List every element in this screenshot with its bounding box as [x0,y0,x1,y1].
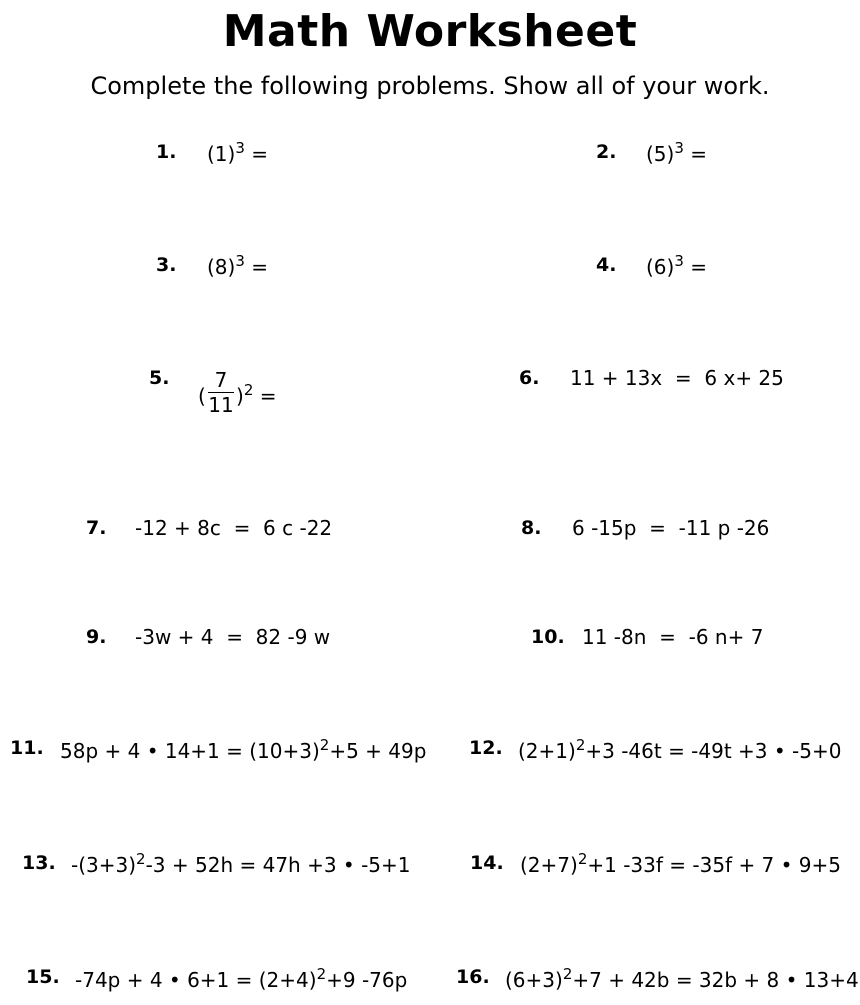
problem-number: 7. [86,517,107,539]
problem-expression: $-(3+3)^2-3 + 52h = 47h +3$ • -5+1 [71,850,411,877]
fraction [206,368,236,417]
problem-expression: 6 -15p = -11 p -26 [572,516,770,540]
problem-number: 13. [22,852,56,874]
problem-number: 10. [531,626,565,648]
problem-expression: 11 + 13x = 6 x+ 25 [570,366,784,390]
problem-number: 3. [156,254,177,276]
problem-expression: $(2+7)^2+1$ -33f = -35f + 7 • 9+5 [520,850,842,877]
problem-number: 4. [596,254,617,276]
problem-expression: 11 -8n = -6 n+ 7 [582,625,764,649]
problem-expression: $(1)^3$ = [207,139,269,166]
problem-number: 14. [470,852,504,874]
problem-expression: -3w + 4 = 82 -9 w [135,625,331,649]
fraction-numerator: 7 [214,368,228,392]
problem-number: 8. [521,517,542,539]
problem-expression: $(6)^3$ = [646,252,708,279]
problem-number: 2. [596,141,617,163]
problem-expression: -74p + 4 • $6+1 = (2+4)^2+9$ -76p [75,965,408,992]
problem-open-paren: ( [198,384,206,408]
problem-number: 11. [10,737,44,759]
problem-number: 12. [469,737,503,759]
instructions: Complete the following problems. Show all of your work. [90,72,770,100]
problem-number: 9. [86,626,107,648]
problem-number: 16. [456,966,490,988]
problem-number: 15. [26,966,60,988]
problem-expression: $(5)^3$ = [646,139,708,166]
problem-number: 5. [149,367,170,389]
problem-expression: $(8)^3$ = [207,252,269,279]
problem-number: 1. [156,141,177,163]
problem-expression: -12 + 8c = 6 c -22 [135,516,333,540]
fraction-denominator: 11 [208,393,234,417]
page-title: Math Worksheet [222,6,638,57]
problem-expression: $(6+3)^2+7 + 42b = 32b + 8$ • 13+4 [505,965,859,992]
problem-expression: 58p + 4 • $14+1 = (10+3)^2+5 + 49p$ [60,736,427,763]
problem-expression: $(2+1)^2+3$ -46t = -49t +3 • -5+0 [518,736,842,763]
problem-number: 6. [519,367,540,389]
problem-expression: )$^2$ = [236,381,277,408]
